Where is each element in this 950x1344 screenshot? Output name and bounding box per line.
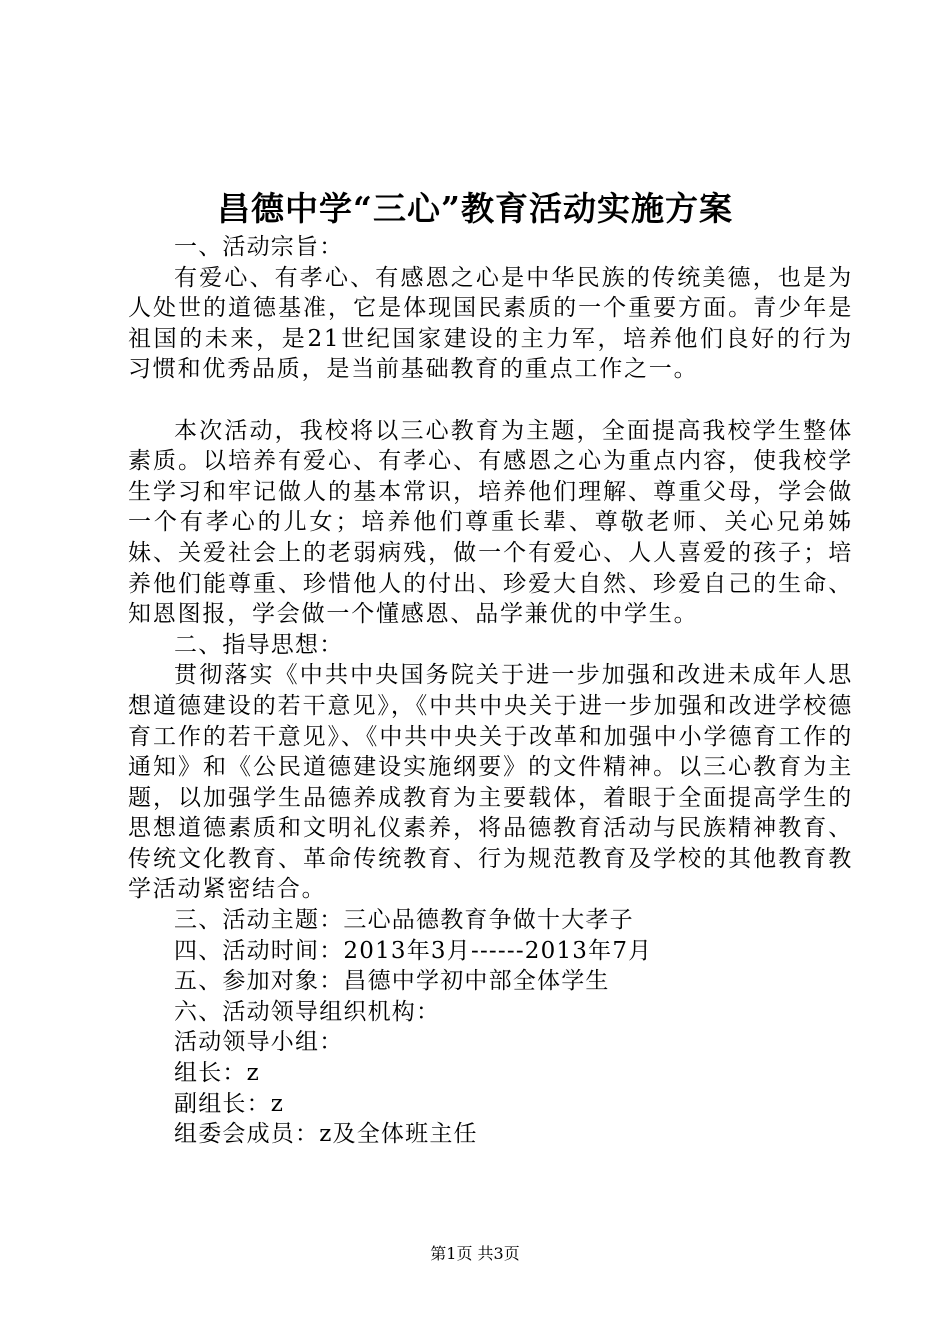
section-heading-organization: 六、活动领导组织机构： (174, 998, 441, 1025)
section-heading-guiding: 二、指导思想： (174, 631, 344, 658)
paragraph-gap (128, 385, 853, 416)
document-body (128, 232, 853, 1150)
document-title: 昌德中学“三心”教育活动实施方案 (217, 189, 733, 228)
committee-members-line: 组委会成员：z及全体班主任 (174, 1121, 478, 1148)
paragraph-purpose-2: 本次活动，我校将以三心教育为主题，全面提高我校学生整体素质。以培养有爱心、有孝心、有感恩之心为重点内容，使我校学生学习和牢记做人的基本常识，培养他们理解、尊重父母，学会做一个有孝心的儿女；培养他们尊重长辈、尊敬老师、关心兄弟姊妹、关爱社会上的老弱病残，做一个有爱心、人人喜爱的孩子；培养他们能尊重、珍惜他人的付出、珍爱大自然、珍爱自己的生命、知恩图报，学会做一个懂感恩、品学兼优的中学生。 (128, 417, 853, 628)
paragraph-guiding-1: 贯彻落实《中共中央国务院关于进一步加强和改进未成年人思想道德建设的若干意见》，《中共中央关于进一步加强和改进学校德育工作的若干意见》、《中共中央关于改革和加强中小学德育工作的通知》和《公民道德建设实施纲要》的文件精神。以三心教育为主题，以加强学生品德养成教育为主要载体，着眼于全面提高学生的思想道德素质和文明礼仪素养，将品德教育活动与民族精神教育、传统文化教育、革命传统教育、行为规范教育及学校的其他教育教学活动紧密结合。 (128, 662, 853, 903)
deputy-leader-line: 副组长：z (174, 1090, 285, 1117)
section-theme: 三、活动主题：三心品德教育争做十大孝子 (174, 907, 634, 934)
section-participants: 五、参加对象：昌德中学初中部全体学生 (174, 968, 610, 995)
section-time: 四、活动时间：2013年3月------2013年7月 (174, 937, 653, 964)
page-number-footer: 第1页 共3页 (430, 1244, 520, 1263)
paragraph-purpose-1: 有爱心、有孝心、有感恩之心是中华民族的传统美德，也是为人处世的道德基准，它是体现国民素质的一个重要方面。青少年是祖国的未来，是21世纪国家建设的主力军，培养他们良好的行为习惯和优秀品质，是当前基础教育的重点工作之一。 (128, 264, 853, 383)
leadership-group-label: 活动领导小组： (174, 1029, 344, 1056)
section-heading-purpose: 一、活动宗旨： (174, 234, 344, 260)
leader-line: 组长：z (174, 1060, 260, 1087)
